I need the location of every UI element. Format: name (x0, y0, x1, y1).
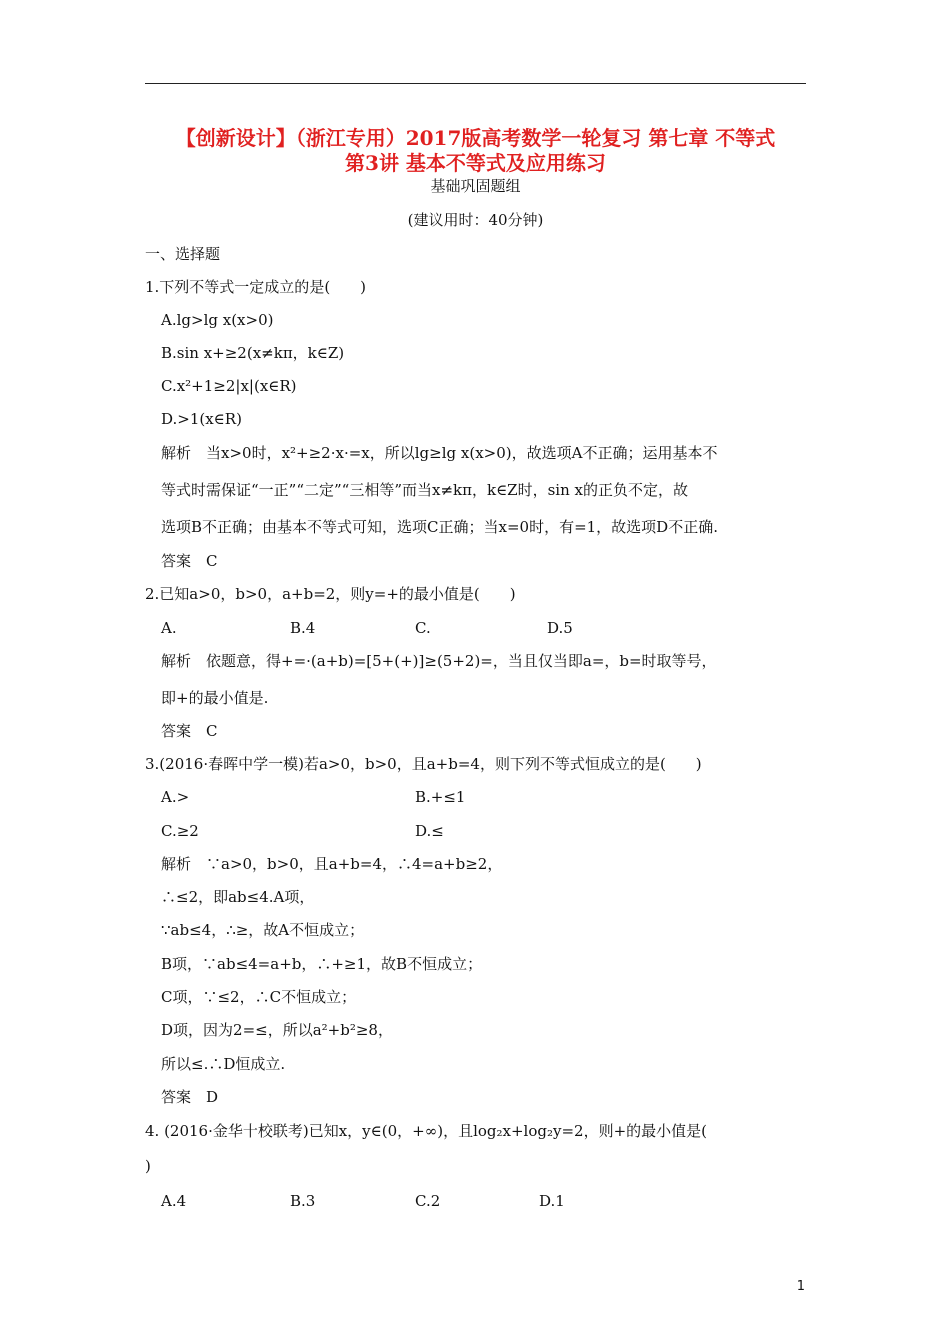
title-line-1: 【创新设计】（浙江专用）2017版高考数学一轮复习 第七章 不等式 (175, 126, 776, 150)
q1-analysis-3: 选项B不正确；由基本不等式可知，选项C正确；当x=0时，有=1，故选项D不正确. (161, 518, 718, 536)
q3-analysis-7: 所以≤.∴D恒成立. (161, 1055, 286, 1073)
q1-analysis-1: 解析 当x>0时，x²+≥2·x·=x，所以lg≥lg x(x>0)，故选项A不正确；运用基本不 (161, 444, 718, 462)
section-heading: 一、选择题 (145, 245, 221, 263)
q4-stem-continued: ) (145, 1157, 151, 1175)
title-line-2: 第3讲 基本不等式及应用练习 (345, 151, 606, 175)
q2-stem: 2.已知a>0，b>0，a+b=2，则y=+的最小值是( ) (145, 585, 516, 603)
q4-option-c: C.2 (415, 1192, 441, 1210)
q3-answer: 答案 D (161, 1088, 219, 1106)
q1-answer: 答案 C (161, 552, 218, 570)
q4-stem: 4. (2016·金华十校联考)已知x，y∈(0，+∞)，且log₂x+log₂y=2，则+的最小值是( (145, 1122, 707, 1140)
subtitle: 基础巩固题组 (430, 177, 521, 195)
q2-answer: 答案 C (161, 722, 218, 740)
q2-option-c: C. (415, 619, 431, 637)
q1-option-c: C.x²+1≥2|x|(x∈R) (161, 377, 297, 395)
q3-analysis-2: ∴≤2，即ab≤4.A项， (161, 888, 315, 906)
q3-option-a: A.> (161, 788, 190, 806)
header-rule (145, 83, 806, 84)
q2-option-a: A. (161, 619, 177, 637)
q2-option-d: D.5 (547, 619, 573, 637)
q1-stem: 1.下列不等式一定成立的是( ) (145, 278, 367, 296)
q3-option-d: D.≤ (415, 822, 444, 840)
q4-option-d: D.1 (539, 1192, 565, 1210)
q3-analysis-6: D项，因为2=≤，所以a²+b²≥8， (161, 1021, 393, 1039)
q4-option-a: A.4 (161, 1192, 187, 1210)
time-note: (建议用时：40分钟) (407, 211, 544, 229)
q3-option-b: B.+≤1 (415, 788, 466, 806)
q1-analysis-2: 等式时需保证“一正”“二定”“三相等”而当x≠kπ，k∈Z时，sin x的正负不定，故 (161, 481, 688, 499)
q1-option-d: D.>1(x∈R) (161, 410, 242, 428)
q3-analysis-5: C项，∵≤2，∴C不恒成立； (161, 988, 357, 1006)
q1-option-a: A.lg>lg x(x>0) (161, 311, 274, 329)
q3-analysis-4: B项，∵ab≤4=a+b，∴+≥1，故B不恒成立； (161, 955, 483, 973)
q4-option-b: B.3 (290, 1192, 316, 1210)
q3-analysis-1: 解析 ∵a>0，b>0，且a+b=4，∴4=a+b≥2， (161, 855, 503, 873)
q3-option-c: C.≥2 (161, 822, 199, 840)
q3-stem: 3.(2016·春晖中学一模)若a>0，b>0，且a+b=4，则下列不等式恒成立的是( ) (145, 755, 702, 773)
q3-analysis-3: ∵ab≤4，∴≥，故A不恒成立； (161, 921, 365, 939)
q2-option-b: B.4 (290, 619, 316, 637)
page-number: 1 (796, 1279, 805, 1294)
q2-analysis-1: 解析 依题意，得+=·(a+b)=[5+(+)]≥(5+2)=，当且仅当即a=，b=时取等号， (161, 652, 717, 670)
q1-option-b: B.sin x+≥2(x≠kπ，k∈Z) (161, 344, 345, 362)
q2-analysis-2: 即+的最小值是. (161, 689, 269, 707)
